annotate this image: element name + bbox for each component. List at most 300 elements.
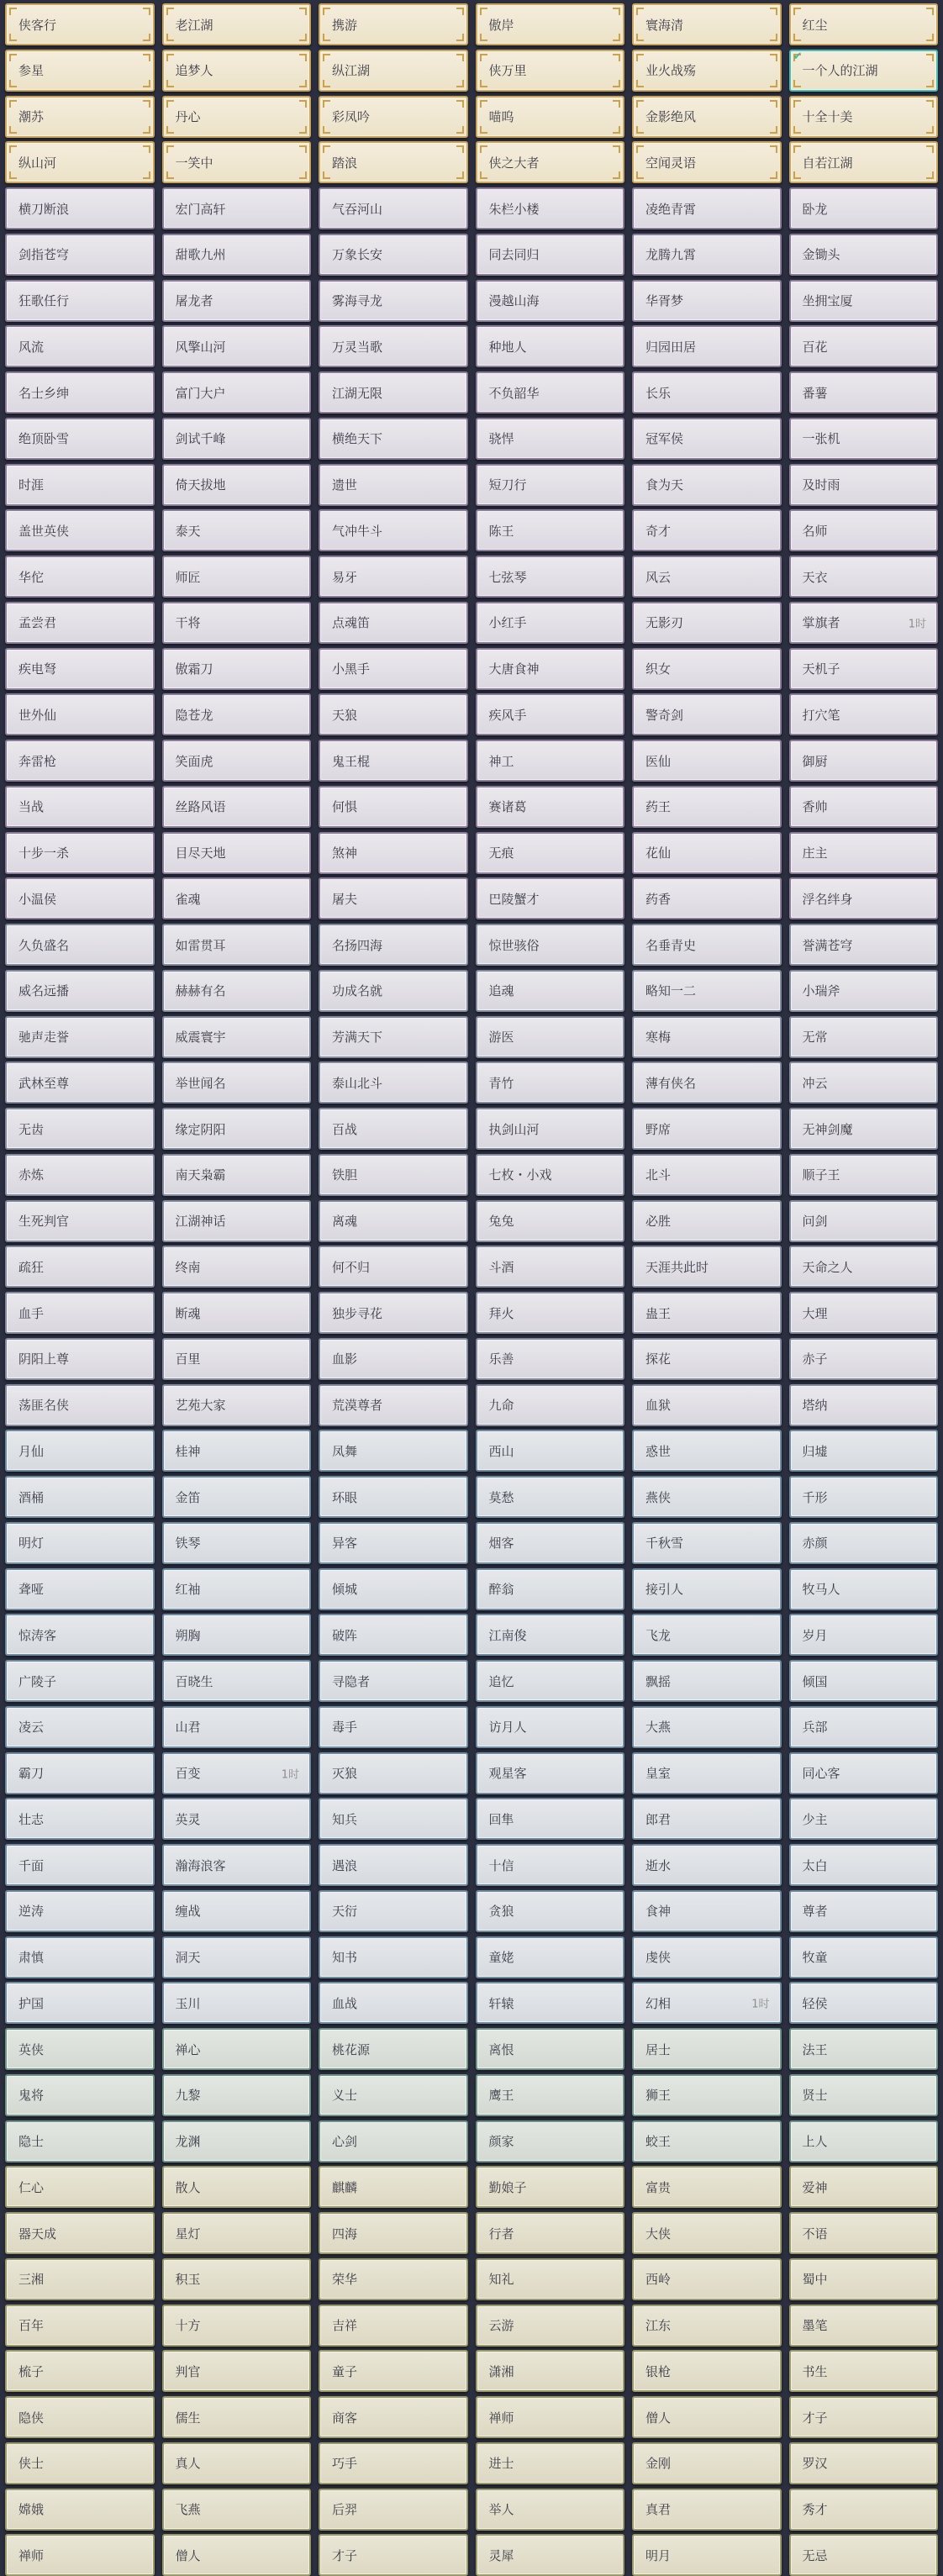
title-cell[interactable]	[319, 1430, 468, 1472]
title-cell[interactable]	[476, 1568, 625, 1610]
title-cell[interactable]	[632, 740, 782, 782]
title-cell[interactable]	[632, 832, 782, 874]
title-cell[interactable]	[5, 1982, 155, 2024]
title-cell[interactable]	[476, 693, 625, 735]
title-cell[interactable]	[632, 371, 782, 414]
title-cell[interactable]	[5, 418, 155, 460]
title-cell[interactable]	[789, 1246, 939, 1288]
title-cell[interactable]	[5, 740, 155, 782]
title-cell[interactable]	[476, 832, 625, 874]
title-cell[interactable]	[789, 280, 939, 322]
title-cell[interactable]	[632, 786, 782, 828]
title-cell[interactable]	[789, 1384, 939, 1426]
title-cell[interactable]	[5, 2212, 155, 2254]
title-cell[interactable]	[162, 2166, 312, 2208]
title-cell[interactable]	[319, 970, 468, 1012]
title-cell[interactable]	[789, 2166, 939, 2208]
title-cell[interactable]	[789, 2258, 939, 2300]
title-cell[interactable]	[632, 1061, 782, 1104]
title-cell[interactable]	[632, 602, 782, 644]
title-cell[interactable]	[632, 2166, 782, 2208]
title-cell[interactable]	[5, 2350, 155, 2392]
title-cell[interactable]	[162, 1660, 312, 1702]
title-cell[interactable]	[319, 2120, 468, 2162]
title-cell[interactable]	[5, 1061, 155, 1104]
title-cell[interactable]	[789, 648, 939, 690]
title-cell[interactable]	[632, 325, 782, 367]
title-cell[interactable]	[789, 1798, 939, 1840]
title-cell[interactable]	[5, 1706, 155, 1748]
title-cell[interactable]	[632, 2534, 782, 2576]
title-cell[interactable]	[319, 325, 468, 367]
title-cell[interactable]	[5, 1660, 155, 1702]
title-cell[interactable]	[476, 234, 625, 276]
title-cell[interactable]	[632, 141, 782, 183]
title-cell[interactable]	[476, 1614, 625, 1656]
title-cell[interactable]	[319, 3, 468, 45]
title-cell[interactable]	[5, 371, 155, 414]
title-cell[interactable]	[162, 1522, 312, 1564]
title-cell[interactable]	[476, 3, 625, 45]
title-cell[interactable]	[319, 2028, 468, 2070]
title-cell[interactable]	[319, 740, 468, 782]
title-cell[interactable]	[789, 50, 939, 92]
title-cell[interactable]	[319, 1061, 468, 1104]
title-cell[interactable]	[319, 1798, 468, 1840]
title-cell[interactable]	[789, 2396, 939, 2438]
title-cell[interactable]	[162, 1108, 312, 1150]
title-cell[interactable]	[319, 1936, 468, 1978]
title-cell[interactable]	[5, 1384, 155, 1426]
title-cell[interactable]	[162, 1384, 312, 1426]
title-cell[interactable]	[476, 1982, 625, 2024]
title-cell[interactable]	[632, 648, 782, 690]
title-cell[interactable]	[789, 1430, 939, 1472]
title-cell[interactable]	[319, 2258, 468, 2300]
title-cell[interactable]	[319, 1522, 468, 1564]
title-cell[interactable]	[789, 877, 939, 919]
title-cell[interactable]	[162, 1338, 312, 1380]
title-cell[interactable]	[789, 1292, 939, 1334]
title-cell[interactable]	[632, 96, 782, 138]
title-cell[interactable]	[632, 2120, 782, 2162]
title-cell[interactable]	[476, 1246, 625, 1288]
title-cell[interactable]	[162, 2350, 312, 2392]
title-cell[interactable]	[162, 740, 312, 782]
title-cell[interactable]	[632, 2350, 782, 2392]
title-cell[interactable]	[632, 1154, 782, 1196]
title-cell[interactable]	[319, 418, 468, 460]
title-cell[interactable]	[632, 1384, 782, 1426]
title-cell[interactable]	[789, 1154, 939, 1196]
title-cell[interactable]	[476, 464, 625, 506]
title-cell[interactable]	[319, 1108, 468, 1150]
title-cell[interactable]	[162, 1016, 312, 1058]
title-cell[interactable]	[632, 1476, 782, 1518]
title-cell[interactable]	[5, 1292, 155, 1334]
title-cell[interactable]	[476, 970, 625, 1012]
title-cell[interactable]	[632, 2258, 782, 2300]
title-cell[interactable]	[162, 325, 312, 367]
title-cell[interactable]	[319, 1476, 468, 1518]
title-cell[interactable]	[476, 280, 625, 322]
title-cell[interactable]	[5, 1430, 155, 1472]
title-cell[interactable]	[319, 280, 468, 322]
title-cell[interactable]	[319, 2489, 468, 2531]
title-cell[interactable]	[162, 1706, 312, 1748]
title-cell[interactable]	[476, 2442, 625, 2484]
title-cell[interactable]	[162, 556, 312, 598]
title-cell[interactable]	[162, 693, 312, 735]
title-cell[interactable]	[319, 1016, 468, 1058]
title-cell[interactable]	[789, 2028, 939, 2070]
title-cell[interactable]	[162, 1798, 312, 1840]
title-cell[interactable]	[319, 2350, 468, 2392]
title-cell[interactable]	[476, 1890, 625, 1932]
title-cell[interactable]	[476, 141, 625, 183]
title-cell[interactable]	[5, 1338, 155, 1380]
title-cell[interactable]	[5, 1108, 155, 1150]
title-cell[interactable]	[319, 1384, 468, 1426]
title-cell[interactable]	[789, 602, 939, 644]
title-cell[interactable]	[162, 464, 312, 506]
title-cell[interactable]	[476, 2305, 625, 2347]
title-cell[interactable]	[789, 3, 939, 45]
title-cell[interactable]	[5, 2534, 155, 2576]
title-cell[interactable]	[476, 1016, 625, 1058]
title-cell[interactable]	[789, 1706, 939, 1748]
title-cell[interactable]	[789, 2350, 939, 2392]
title-cell[interactable]	[319, 96, 468, 138]
title-cell[interactable]	[319, 509, 468, 551]
title-cell[interactable]	[5, 1890, 155, 1932]
title-cell[interactable]	[5, 1568, 155, 1610]
title-cell[interactable]	[476, 509, 625, 551]
title-cell[interactable]	[5, 509, 155, 551]
title-cell[interactable]	[632, 1890, 782, 1932]
title-cell[interactable]	[789, 1982, 939, 2024]
title-cell[interactable]	[476, 1476, 625, 1518]
title-cell[interactable]	[5, 141, 155, 183]
title-cell[interactable]	[789, 1338, 939, 1380]
title-cell[interactable]	[476, 418, 625, 460]
title-cell[interactable]	[632, 2305, 782, 2347]
title-cell[interactable]	[789, 1016, 939, 1058]
title-cell[interactable]	[5, 2120, 155, 2162]
title-cell[interactable]	[789, 2534, 939, 2576]
title-cell[interactable]	[789, 1061, 939, 1104]
title-cell[interactable]	[789, 371, 939, 414]
title-cell[interactable]	[476, 371, 625, 414]
title-cell[interactable]	[319, 234, 468, 276]
title-cell[interactable]	[632, 3, 782, 45]
title-cell[interactable]	[5, 1844, 155, 1886]
title-cell[interactable]	[789, 970, 939, 1012]
title-cell[interactable]	[5, 96, 155, 138]
title-cell[interactable]	[632, 2212, 782, 2254]
title-cell[interactable]	[789, 740, 939, 782]
title-cell[interactable]	[789, 141, 939, 183]
title-cell[interactable]	[162, 1246, 312, 1288]
title-cell[interactable]	[5, 2489, 155, 2531]
title-cell[interactable]	[476, 1660, 625, 1702]
title-cell[interactable]	[162, 371, 312, 414]
title-cell[interactable]	[319, 1982, 468, 2024]
title-cell[interactable]	[476, 187, 625, 229]
title-cell[interactable]	[162, 1200, 312, 1242]
title-cell[interactable]	[476, 1384, 625, 1426]
title-cell[interactable]	[5, 325, 155, 367]
title-cell[interactable]	[632, 280, 782, 322]
title-cell[interactable]	[789, 1476, 939, 1518]
title-cell[interactable]	[632, 2442, 782, 2484]
title-cell[interactable]	[476, 2028, 625, 2070]
title-cell[interactable]	[162, 2028, 312, 2070]
title-cell[interactable]	[632, 1108, 782, 1150]
title-cell[interactable]	[476, 2258, 625, 2300]
title-cell[interactable]	[632, 1660, 782, 1702]
title-cell[interactable]	[5, 187, 155, 229]
title-cell[interactable]	[789, 1752, 939, 1794]
title-cell[interactable]	[162, 1061, 312, 1104]
title-cell[interactable]	[476, 2489, 625, 2531]
title-cell[interactable]	[476, 740, 625, 782]
title-cell[interactable]	[319, 464, 468, 506]
title-cell[interactable]	[162, 1154, 312, 1196]
title-cell[interactable]	[5, 2166, 155, 2208]
title-cell[interactable]	[5, 1016, 155, 1058]
title-cell[interactable]	[319, 1246, 468, 1288]
title-cell[interactable]	[162, 141, 312, 183]
title-cell[interactable]	[476, 2166, 625, 2208]
title-cell[interactable]	[319, 1844, 468, 1886]
title-cell[interactable]	[632, 1246, 782, 1288]
title-cell[interactable]	[789, 2489, 939, 2531]
title-cell[interactable]	[162, 1936, 312, 1978]
title-cell[interactable]	[632, 1338, 782, 1380]
title-cell[interactable]	[319, 877, 468, 919]
title-cell[interactable]	[632, 509, 782, 551]
title-cell[interactable]	[319, 141, 468, 183]
title-cell[interactable]	[319, 2396, 468, 2438]
title-cell[interactable]	[319, 2305, 468, 2347]
title-cell[interactable]	[162, 96, 312, 138]
title-cell[interactable]	[5, 693, 155, 735]
title-cell[interactable]	[5, 924, 155, 966]
title-cell[interactable]	[789, 1200, 939, 1242]
title-cell[interactable]	[476, 96, 625, 138]
title-cell[interactable]	[789, 924, 939, 966]
title-cell[interactable]	[319, 2534, 468, 2576]
title-cell[interactable]	[319, 1706, 468, 1748]
title-cell[interactable]	[476, 1200, 625, 1242]
title-cell[interactable]	[5, 2305, 155, 2347]
title-cell[interactable]	[632, 556, 782, 598]
title-cell[interactable]	[476, 1338, 625, 1380]
title-cell[interactable]	[319, 1338, 468, 1380]
title-cell[interactable]	[476, 877, 625, 919]
title-cell[interactable]	[476, 2212, 625, 2254]
title-cell[interactable]	[5, 3, 155, 45]
title-cell[interactable]	[319, 786, 468, 828]
title-cell[interactable]	[162, 1752, 312, 1794]
title-cell[interactable]	[5, 970, 155, 1012]
title-cell[interactable]	[319, 556, 468, 598]
title-cell[interactable]	[5, 50, 155, 92]
title-cell[interactable]	[5, 2258, 155, 2300]
title-cell[interactable]	[5, 1614, 155, 1656]
title-cell[interactable]	[632, 1936, 782, 1978]
title-cell[interactable]	[162, 2120, 312, 2162]
title-cell[interactable]	[632, 1200, 782, 1242]
title-cell[interactable]	[789, 1614, 939, 1656]
title-cell[interactable]	[789, 187, 939, 229]
title-cell[interactable]	[162, 1614, 312, 1656]
title-cell[interactable]	[476, 50, 625, 92]
title-cell[interactable]	[789, 2074, 939, 2116]
title-cell[interactable]	[319, 602, 468, 644]
title-cell[interactable]	[5, 648, 155, 690]
title-cell[interactable]	[632, 2028, 782, 2070]
title-cell[interactable]	[319, 1292, 468, 1334]
title-cell[interactable]	[319, 2442, 468, 2484]
title-cell[interactable]	[162, 187, 312, 229]
title-cell[interactable]	[162, 2534, 312, 2576]
title-cell[interactable]	[476, 2396, 625, 2438]
title-cell[interactable]	[632, 1752, 782, 1794]
title-cell[interactable]	[789, 1936, 939, 1978]
title-cell[interactable]	[5, 234, 155, 276]
title-cell[interactable]	[162, 3, 312, 45]
title-cell[interactable]	[789, 509, 939, 551]
title-cell[interactable]	[789, 1522, 939, 1564]
title-cell[interactable]	[476, 602, 625, 644]
title-cell[interactable]	[476, 1292, 625, 1334]
title-cell[interactable]	[789, 1890, 939, 1932]
title-cell[interactable]	[789, 2442, 939, 2484]
title-cell[interactable]	[789, 1108, 939, 1150]
title-cell[interactable]	[789, 693, 939, 735]
title-cell[interactable]	[319, 1752, 468, 1794]
title-cell[interactable]	[789, 832, 939, 874]
title-cell[interactable]	[5, 2074, 155, 2116]
title-cell[interactable]	[5, 280, 155, 322]
title-cell[interactable]	[476, 2350, 625, 2392]
title-cell[interactable]	[5, 2442, 155, 2484]
title-cell[interactable]	[162, 2305, 312, 2347]
title-cell[interactable]	[5, 1522, 155, 1564]
title-cell[interactable]	[162, 648, 312, 690]
title-cell[interactable]	[632, 693, 782, 735]
title-cell[interactable]	[319, 1890, 468, 1932]
title-cell[interactable]	[162, 786, 312, 828]
title-cell[interactable]	[162, 50, 312, 92]
title-cell[interactable]	[162, 509, 312, 551]
title-cell[interactable]	[5, 832, 155, 874]
title-cell[interactable]	[476, 1936, 625, 1978]
title-cell[interactable]	[162, 1982, 312, 2024]
title-cell[interactable]	[476, 1798, 625, 1840]
title-cell[interactable]	[162, 1890, 312, 1932]
title-cell[interactable]	[319, 371, 468, 414]
title-cell[interactable]	[319, 2074, 468, 2116]
title-cell[interactable]	[476, 1522, 625, 1564]
title-cell[interactable]	[632, 50, 782, 92]
title-cell[interactable]	[476, 556, 625, 598]
title-cell[interactable]	[162, 877, 312, 919]
title-cell[interactable]	[319, 1200, 468, 1242]
title-cell[interactable]	[476, 2534, 625, 2576]
title-cell[interactable]	[5, 464, 155, 506]
title-cell[interactable]	[632, 187, 782, 229]
title-cell[interactable]	[632, 1844, 782, 1886]
title-cell[interactable]	[632, 1292, 782, 1334]
title-cell[interactable]	[162, 2396, 312, 2438]
title-cell[interactable]	[789, 464, 939, 506]
title-cell[interactable]	[476, 648, 625, 690]
title-cell[interactable]	[632, 2074, 782, 2116]
title-cell[interactable]	[789, 786, 939, 828]
title-cell[interactable]	[789, 2212, 939, 2254]
title-cell[interactable]	[162, 1844, 312, 1886]
title-cell[interactable]	[5, 1154, 155, 1196]
title-cell[interactable]	[319, 924, 468, 966]
title-cell[interactable]	[632, 2489, 782, 2531]
title-cell[interactable]	[5, 786, 155, 828]
title-cell[interactable]	[632, 464, 782, 506]
title-cell[interactable]	[476, 1061, 625, 1104]
title-cell[interactable]	[789, 2305, 939, 2347]
title-cell[interactable]	[162, 1476, 312, 1518]
title-cell[interactable]	[5, 1476, 155, 1518]
title-cell[interactable]	[789, 1660, 939, 1702]
title-cell[interactable]	[162, 1292, 312, 1334]
title-cell[interactable]	[632, 418, 782, 460]
title-cell[interactable]	[5, 1798, 155, 1840]
title-cell[interactable]	[476, 924, 625, 966]
title-cell[interactable]	[319, 1660, 468, 1702]
title-cell[interactable]	[5, 877, 155, 919]
title-cell[interactable]	[632, 1614, 782, 1656]
title-cell[interactable]	[162, 970, 312, 1012]
title-cell[interactable]	[789, 234, 939, 276]
title-cell[interactable]	[789, 556, 939, 598]
title-cell[interactable]	[162, 1568, 312, 1610]
title-cell[interactable]	[632, 1568, 782, 1610]
title-cell[interactable]	[476, 2074, 625, 2116]
title-cell[interactable]	[476, 1752, 625, 1794]
title-cell[interactable]	[319, 1568, 468, 1610]
title-cell[interactable]	[476, 325, 625, 367]
title-cell[interactable]	[319, 1154, 468, 1196]
title-cell[interactable]	[162, 2442, 312, 2484]
title-cell[interactable]	[5, 556, 155, 598]
title-cell[interactable]	[162, 602, 312, 644]
title-cell[interactable]	[5, 2396, 155, 2438]
title-cell[interactable]	[5, 1200, 155, 1242]
title-cell[interactable]	[632, 1016, 782, 1058]
title-cell[interactable]	[632, 1706, 782, 1748]
title-cell[interactable]	[632, 1430, 782, 1472]
title-cell[interactable]	[789, 325, 939, 367]
title-cell[interactable]	[5, 1936, 155, 1978]
title-cell[interactable]	[476, 1844, 625, 1886]
title-cell[interactable]	[5, 1752, 155, 1794]
title-cell[interactable]	[476, 1430, 625, 1472]
title-cell[interactable]	[319, 50, 468, 92]
title-cell[interactable]	[162, 234, 312, 276]
title-cell[interactable]	[632, 234, 782, 276]
